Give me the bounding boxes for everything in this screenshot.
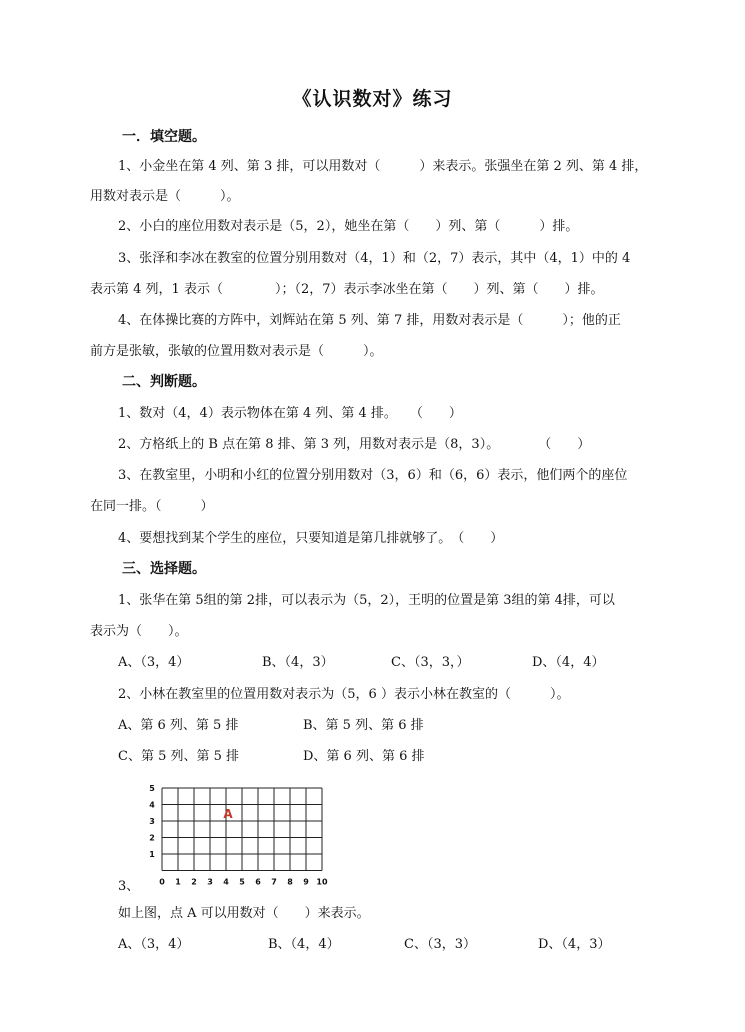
y-axis-tick-label: 3 — [149, 817, 155, 826]
y-axis-tick-label: 1 — [149, 850, 155, 859]
point-a-label: A — [223, 806, 233, 821]
section-choice-heading: 三、选择题。 — [122, 561, 206, 577]
choice-q3-number: 3、 — [118, 879, 140, 894]
x-axis-tick-label: 8 — [287, 877, 293, 887]
choice-q3: 如上图，点 A 可以用数对（ ）来表示。 — [118, 906, 370, 921]
judge-q3-line2: 在同一排。（ ） — [90, 499, 214, 514]
x-axis-tick-label: 7 — [271, 877, 277, 887]
x-axis-tick-label: 2 — [191, 877, 197, 887]
choice-q1-option-a: A、（3，4） — [118, 655, 190, 670]
x-axis-tick-label: 4 — [223, 877, 229, 887]
fill-q4-line2: 前方是张敏，张敏的位置用数对表示是（ ）。 — [90, 344, 383, 359]
fill-q2: 2、小白的座位用数对表示是（5，2），她坐在第（ ）列、第（ ）排。 — [118, 219, 579, 234]
coordinate-grid-svg — [140, 778, 340, 888]
y-axis-tick-label: 2 — [149, 833, 155, 843]
judge-q4: 4、要想找到某个学生的座位，只要知道是第几排就够了。 （ ） — [118, 531, 504, 546]
choice-q1-option-d: D、（4，4） — [532, 655, 605, 670]
fill-q1-line2: 用数对表示是（ ）。 — [90, 189, 240, 204]
page-title: 《认识数对》练习 — [292, 88, 453, 110]
judge-q1: 1、数对（4，4）表示物体在第 4 列、第 4 排。 （ ） — [118, 406, 462, 421]
choice-q2-option-d: D、第 6 列、第 6 排 — [303, 749, 425, 764]
x-axis-tick-label: 6 — [255, 877, 261, 887]
choice-q2-option-c: C、第 5 列、第 5 排 — [118, 749, 240, 764]
section-judge-heading: 二、判断题。 — [122, 374, 206, 390]
choice-q2-option-a: A、第 6 列、第 5 排 — [118, 718, 239, 733]
x-axis-tick-label: 10 — [316, 877, 328, 887]
choice-q3-option-d: D、（4，3） — [538, 937, 611, 952]
x-axis-tick-label: 5 — [239, 877, 245, 887]
choice-q2-option-b: B、第 5 列、第 6 排 — [303, 718, 424, 733]
fill-q3-line1: 3、张泽和李冰在教室的位置分别用数对（4，1）和（2，7）表示，其中（4，1）中的 4 — [118, 251, 631, 266]
judge-q2: 2、方格纸上的 B 点在第 8 排、第 3 列，用数对表示是（8，3）。 （ ） — [118, 437, 591, 452]
fill-q4-line1: 4、在体操比赛的方阵中，刘辉站在第 5 列、第 7 排，用数对表示是（ ）；他的正 — [118, 313, 621, 328]
choice-q1-option-c: C、（3，3，） — [391, 655, 470, 670]
x-axis-tick-label: 0 — [159, 877, 165, 887]
y-axis-tick-label: 5 — [149, 784, 155, 793]
choice-q1-option-b: B、（4，3） — [262, 655, 334, 670]
choice-q3-option-b: B、（4，4） — [268, 937, 340, 952]
x-axis-tick-label: 1 — [175, 877, 181, 887]
choice-q3-option-a: A、（3，4） — [118, 937, 190, 952]
fill-q3-line2: 表示第 4 列，1 表示（ ）；（2，7）表示李冰坐在第（ ）列、第（ ）排。 — [90, 282, 604, 297]
choice-q1-line2: 表示为（ ）。 — [90, 624, 188, 639]
x-axis-tick-label: 9 — [303, 877, 309, 887]
judge-q3-line1: 3、在教室里，小明和小红的位置分别用数对（3，6）和（6，6）表示，他们两个的座位 — [118, 468, 628, 483]
choice-q2: 2、小林在教室里的位置用数对表示为（5，6 ）表示小林在教室的（ ）。 — [118, 687, 570, 702]
coordinate-grid — [140, 778, 340, 888]
section-fill-heading: 一．填空题。 — [122, 129, 206, 145]
y-axis-tick-label: 4 — [149, 800, 155, 810]
choice-q3-option-c: C、（3，3） — [404, 937, 476, 952]
fill-q1-line1: 1、小金坐在第 4 列、第 3 排，可以用数对（ ）来表示。张强坐在第 2 列、第 4 排， — [118, 159, 648, 174]
choice-q1-line1: 1、张华在第 5组的第 2排，可以表示为（5，2），王明的位置是第 3组的第 4排，可以 — [118, 593, 615, 608]
x-axis-tick-label: 3 — [207, 877, 213, 887]
